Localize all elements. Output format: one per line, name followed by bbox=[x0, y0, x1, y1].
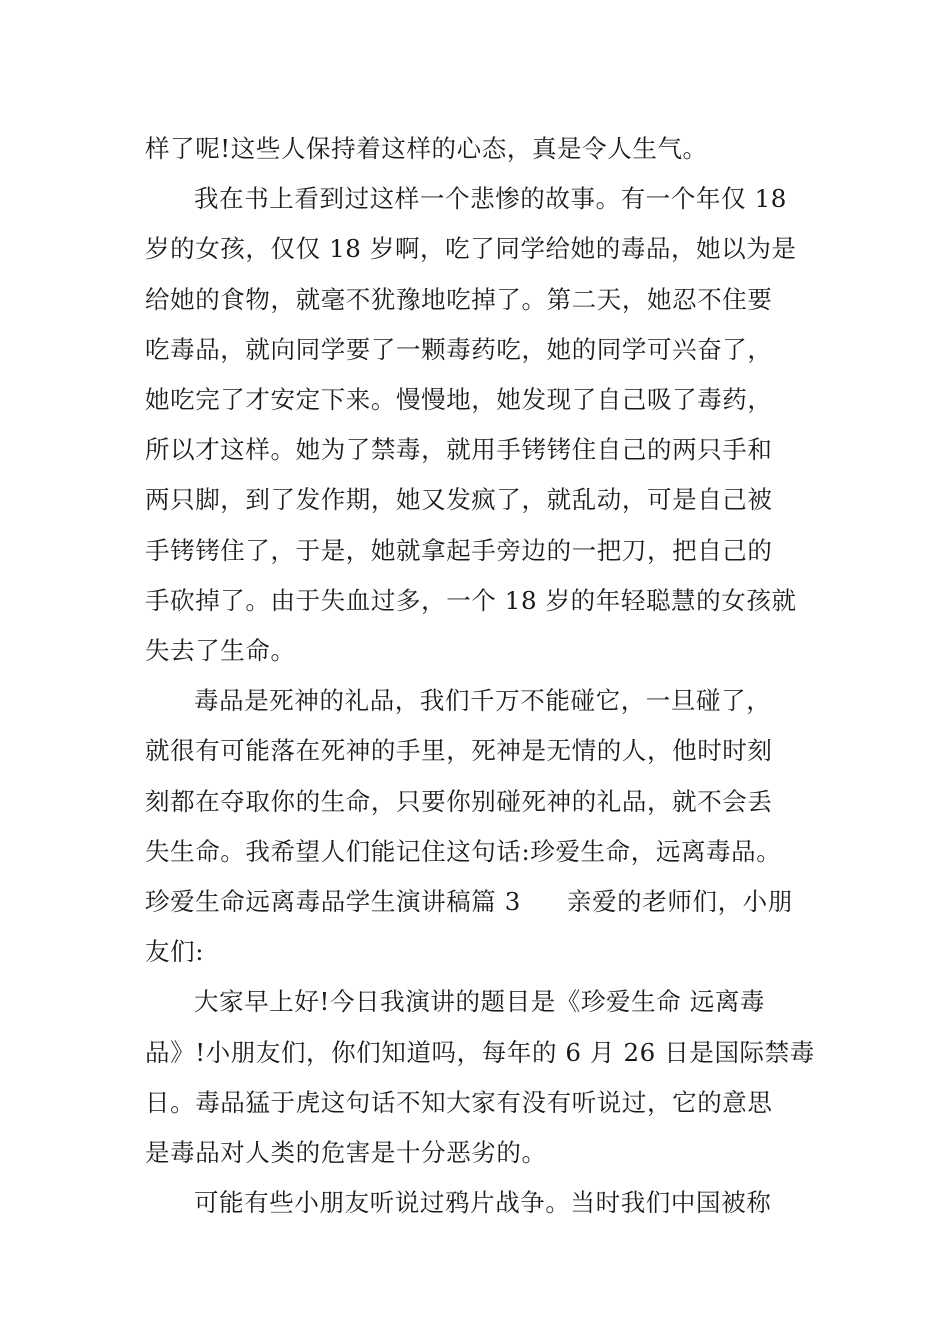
text-line: 大家早上好!今日我演讲的题目是《珍爱生命 远离毒 bbox=[194, 987, 766, 1017]
text-line: 就很有可能落在死神的手里，死神是无情的人，他时时刻 bbox=[145, 736, 773, 766]
text-line: 手砍掉了。由于失血过多，一个 18 岁的年轻聪慧的女孩就 bbox=[145, 585, 797, 615]
section-heading bbox=[145, 877, 810, 977]
text-line: 我在书上看到过这样一个悲惨的故事。有一个年仅 18 bbox=[194, 184, 787, 214]
text-line: 手铐铐住了，于是，她就拿起手旁边的一把刀，把自己的 bbox=[145, 535, 773, 565]
text-line: 失生命。我希望人们能记住这句话:珍爱生命，远离毒品。 bbox=[145, 836, 782, 866]
paragraph-1 bbox=[145, 124, 810, 174]
paragraph-5 bbox=[145, 1178, 810, 1228]
text-line: 是毒品对人类的危害是十分恶劣的。 bbox=[145, 1138, 547, 1168]
paragraph-4 bbox=[145, 977, 815, 1178]
text-line: 日。毒品猛于虎这句话不知大家有没有听说过，它的意思 bbox=[145, 1087, 773, 1117]
text-line: 两只脚，到了发作期，她又发疯了，就乱动，可是自己被 bbox=[145, 485, 773, 515]
text-line: 毒品是死神的礼品，我们千万不能碰它，一旦碰了， bbox=[194, 686, 772, 716]
document-body bbox=[145, 124, 815, 1228]
paragraph-2 bbox=[145, 174, 810, 676]
text-line: 吃毒品，就向同学要了一颗毒药吃，她的同学可兴奋了， bbox=[145, 334, 773, 364]
text-line: 她吃完了才安定下来。慢慢地，她发现了自己吸了毒药， bbox=[145, 385, 773, 415]
text-line: 样了呢!这些人保持着这样的心态，真是令人生气。 bbox=[145, 134, 708, 163]
text-line: 失去了生命。 bbox=[145, 636, 296, 666]
text-line: 刻都在夺取你的生命，只要你别碰死神的礼品，就不会丢 bbox=[145, 786, 773, 816]
heading-line bbox=[145, 877, 810, 927]
salutation-continuation: 友们: bbox=[145, 937, 205, 967]
text-line: 所以才这样。她为了禁毒，就用手铐铐住自己的两只手和 bbox=[145, 435, 773, 465]
text-line: 品》!小朋友们，你们知道吗，每年的 6 月 26 日是国际禁毒 bbox=[145, 1037, 815, 1067]
salutation-text: 亲爱的老师们，小朋 bbox=[566, 887, 793, 917]
text-line: 岁的女孩，仅仅 18 岁啊，吃了同学给她的毒品，她以为是 bbox=[145, 234, 797, 264]
paragraph-3 bbox=[145, 676, 810, 877]
text-line: 给她的食物，就毫不犹豫地吃掉了。第二天，她忍不住要 bbox=[145, 284, 773, 314]
section-title: 珍爱生命远离毒品学生演讲稿篇 3 bbox=[145, 887, 521, 917]
text-line: 可能有些小朋友听说过鸦片战争。当时我们中国被称 bbox=[194, 1188, 772, 1218]
